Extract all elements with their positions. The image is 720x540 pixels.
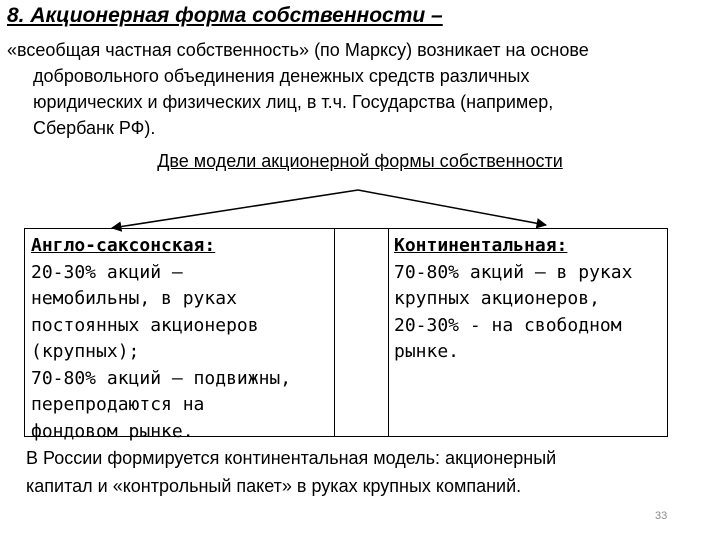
page-number: 33 <box>655 510 668 522</box>
continental-line: 20-30% - на свободном <box>394 314 622 336</box>
continental-model <box>394 233 664 366</box>
box-divider <box>334 229 335 436</box>
box-divider <box>388 229 389 436</box>
anglo-saxon-line: фондовом рынке. <box>31 420 194 442</box>
conclusion-paragraph <box>26 444 706 500</box>
anglo-saxon-line: постоянных акционеров <box>31 314 259 336</box>
anglo-saxon-model <box>31 233 331 445</box>
models-subtitle: Две модели акционерной формы собственности <box>157 151 563 171</box>
conclusion-line: капитал и «контрольный пакет» в руках крупных компаний. <box>26 476 522 496</box>
anglo-saxon-title: Англо-саксонская: <box>31 235 216 256</box>
continental-line: крупных акционеров, <box>394 288 600 309</box>
continental-line: рынке. <box>394 341 460 362</box>
intro-line: Сбербанк РФ). <box>33 118 156 138</box>
anglo-saxon-line: немобильны, в руках <box>31 288 237 309</box>
slide-heading: 8. Акционерная форма собственности – <box>7 4 443 27</box>
anglo-saxon-line: 70-80% акций – подвижны, <box>31 367 292 389</box>
anglo-saxon-line: перепродаются на <box>31 394 205 415</box>
anglo-saxon-line: (крупных); <box>31 341 140 362</box>
models-box <box>24 228 668 442</box>
arrow-to-continental <box>358 190 546 225</box>
continental-line: 70-80% акций – в руках <box>394 261 633 283</box>
arrow-to-anglo-saxon <box>112 190 358 228</box>
continental-title: Континентальная: <box>394 235 568 256</box>
intro-line: добровольного объединения денежных средств различных <box>33 66 530 86</box>
intro-line: «всеобщая частная собственность» (по Марксу) возникает на основе <box>7 40 589 60</box>
conclusion-line: В России формируется континентальная модель: акционерный <box>26 448 557 468</box>
anglo-saxon-line: 20-30% акций – <box>31 261 183 283</box>
intro-line: юридических и физических лиц, в т.ч. Государства (например, <box>33 92 554 112</box>
